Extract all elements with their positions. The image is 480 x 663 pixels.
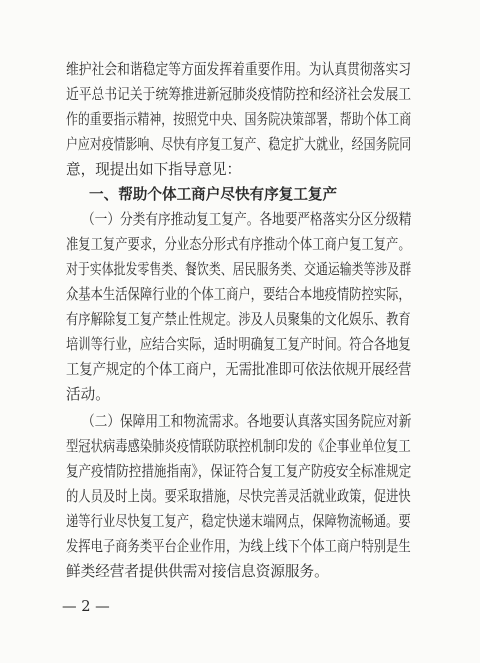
body-text-line: 复产疫情防控措施指南》，保证符合复工复产防疫安全标准规定 <box>66 463 412 480</box>
body-text-line: 培训等行业，应结合实际，适时明确复工复产时间。符合各地复 <box>66 336 411 353</box>
body-text-line: 维护社会和谐稳定等方面发挥着重要作用。为认真贯彻落实习 <box>66 61 412 78</box>
body-text-line: 递等行业尽快复工复产，稳定快递末端网点，保障物流畅通。要 <box>66 513 411 530</box>
body-text-line: 有序解除复工复产禁止性规定。涉及人员聚集的文化娱乐、教育 <box>66 311 411 328</box>
body-text-line: 发挥电子商务类平台企业作用，为线上线下个体工商户特别是生 <box>66 538 411 555</box>
body-text-line: 型冠状病毒感染肺炎疫情联防联控机制印发的《企事业单位复工 <box>66 438 411 455</box>
body-text-line: 对于实体批发零售类、餐饮类、居民服务类、交通运输类等涉及群 <box>66 261 412 278</box>
body-text-line: 活动。 <box>66 386 110 403</box>
body-text-line: 准复工复产要求，分业态分形式有序推动个体工商户复工复产。 <box>66 236 411 253</box>
body-text-line: 鲜类经营者提供供需对接信息资源服务。 <box>66 563 329 580</box>
body-text-line: 意，现提出如下指导意见： <box>66 161 242 178</box>
body-text-line: 众基本生活保障行业的个体工商户，要结合本地疫情防控实际， <box>66 286 411 303</box>
body-text-line: 户应对疫情影响、尽快有序复工复产、稳定扩大就业，经国务院同 <box>66 136 412 153</box>
section-heading: 一、帮助个体工商户尽快有序复工复产 <box>89 186 338 203</box>
body-text-line: 作的重要指示精神，按照党中央、国务院决策部署，帮助个体工商 <box>66 111 412 128</box>
body-text-line: （一）分类有序推动复工复产。各地要严格落实分区分级精 <box>82 211 412 228</box>
body-text-line: （二）保障用工和物流需求。各地要认真落实国务院应对新 <box>82 413 412 430</box>
body-text-line: 近平总书记关于统筹推进新冠肺炎疫情防控和经济社会发展工 <box>66 86 412 103</box>
body-text-line: 的人员及时上岗。要采取措施，尽快完善灵活就业政策，促进快 <box>66 488 411 505</box>
page-number: — 2 — <box>62 598 110 615</box>
body-text-line: 工复产规定的个体工商户，无需批准即可依法依规开展经营 <box>66 361 412 378</box>
